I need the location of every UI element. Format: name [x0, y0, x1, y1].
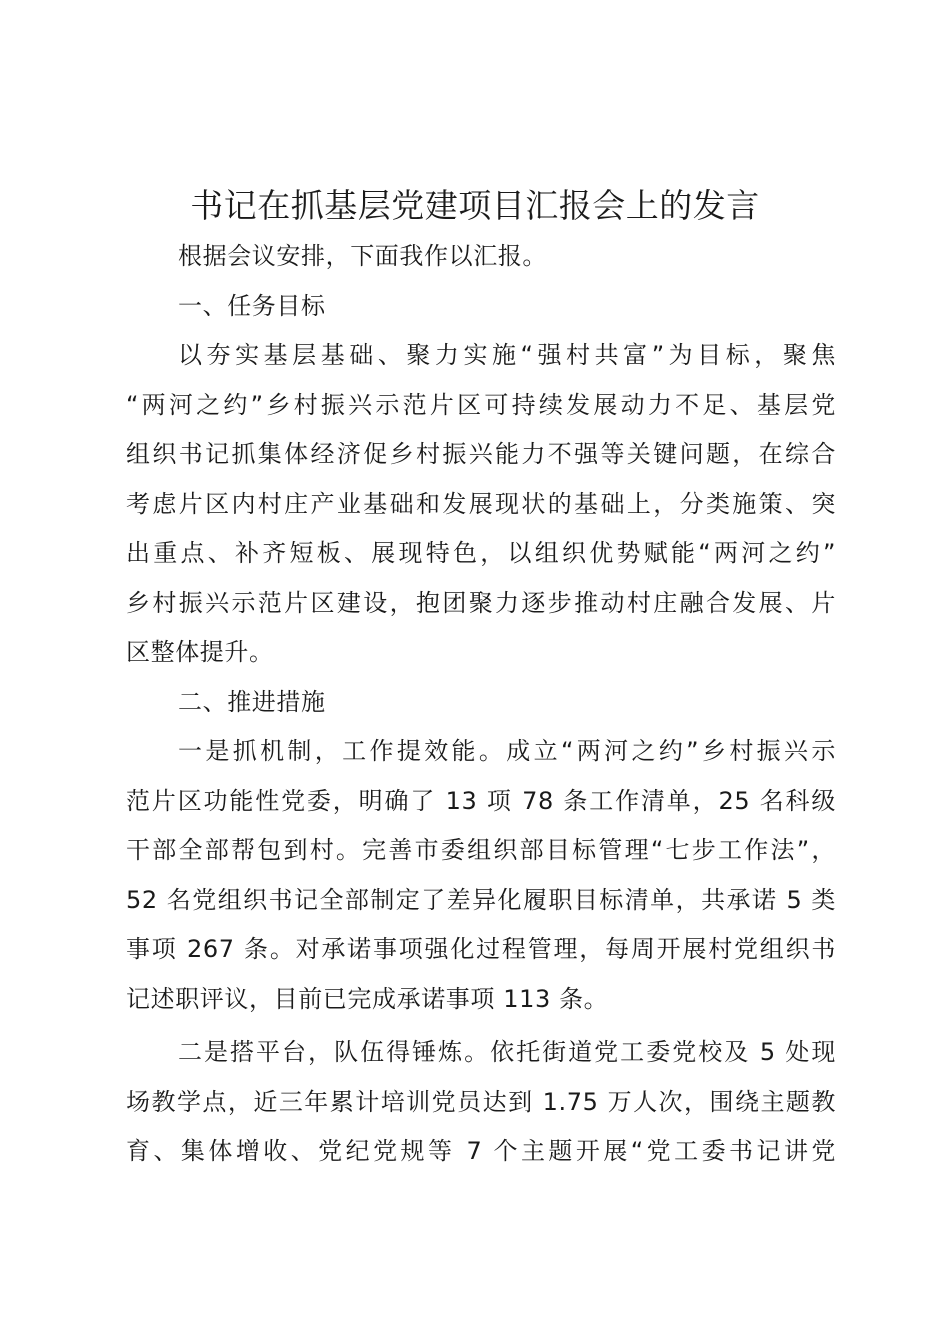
paragraph-line: 记述职评议，目前已完成承诺事项 113 条。 [126, 984, 609, 1013]
paragraph-line: 一是抓机制，工作提效能。成立“两河之约”乡村振兴示 [178, 737, 836, 765]
paragraph-line: 考虑片区内村庄产业基础和发展现状的基础上，分类施策、突 [126, 489, 836, 518]
document-body [126, 232, 836, 1177]
paragraph-line: 二是搭平台，队伍得锤炼。依托街道党工委党校及 5 处现 [178, 1038, 836, 1066]
paragraph-line: 场教学点，近三年累计培训党员达到 1.75 万人次，围绕主题教 [126, 1087, 836, 1116]
paragraph-line: 范片区功能性党委，明确了 13 项 78 条工作清单，25 名科级 [126, 786, 836, 815]
paragraph-line: 组织书记抓集体经济促乡村振兴能力不强等关键问题，在综合 [126, 440, 836, 468]
paragraph-line: 区整体提升。 [126, 638, 274, 666]
paragraph-line: 事项 267 条。对承诺事项强化过程管理，每周开展村党组织书 [126, 935, 836, 963]
section-heading: 一、任务目标 [178, 291, 326, 320]
paragraph-line: 育、集体增收、党纪党规等 7 个主题开展“党工委书记讲党 [126, 1137, 836, 1165]
paragraph-line: 干部全部帮包到村。完善市委组织部目标管理“七步工作法”， [126, 836, 836, 864]
paragraph-line: “两河之约”乡村振兴示范片区可持续发展动力不足、基层党 [126, 390, 836, 419]
document-title: 书记在抓基层党建项目汇报会上的发言 [190, 186, 760, 225]
section-heading: 二、推进措施 [178, 687, 326, 716]
paragraph-line: 乡村振兴示范片区建设，抱团聚力逐步推动村庄融合发展、片 [126, 588, 836, 617]
paragraph-line: 以夯实基层基础、聚力实施“强村共富”为目标，聚焦 [178, 341, 836, 369]
paragraph-line: 52 名党组织书记全部制定了差异化履职目标清单，共承诺 5 类 [126, 885, 836, 914]
paragraph-line: 出重点、补齐短板、展现特色，以组织优势赋能“两河之约” [126, 539, 836, 567]
paragraph-line: 根据会议安排，下面我作以汇报。 [178, 242, 547, 270]
